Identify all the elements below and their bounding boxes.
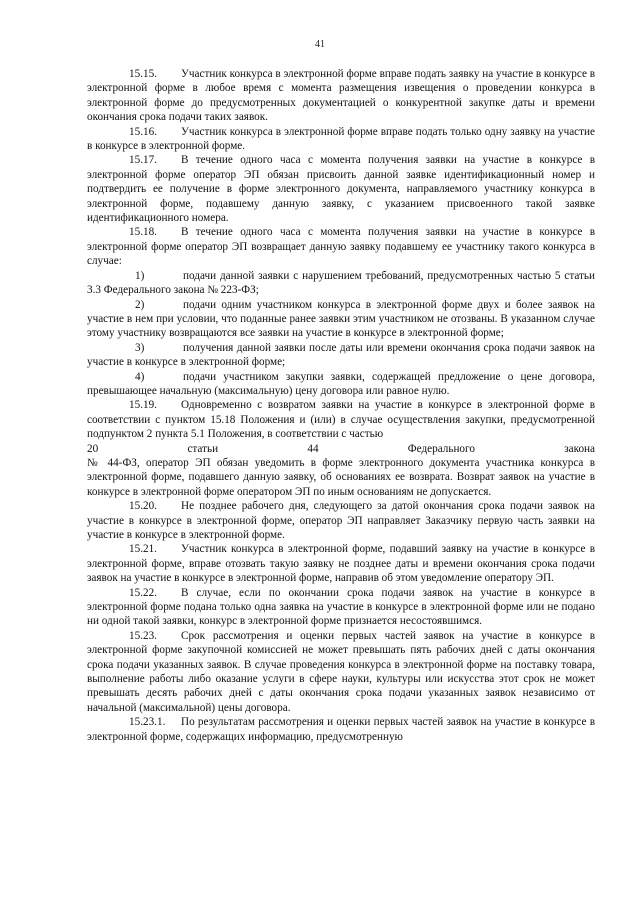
- clause-text: В течение одного часа с момента получения заявки на участие в конкурсе в электронной форме оператор ЭП возвращает данную заявку подавшему ее участнику такого конкурса в случае:: [87, 226, 595, 268]
- spaced-word: Федерального: [407, 442, 475, 455]
- clause-number: 15.21.: [129, 543, 157, 556]
- clause-text: Участник конкурса в электронной форме вправе подать только одну заявку на участие в конкурсе в электронной форме.: [87, 125, 595, 153]
- subclause-text: получения данной заявки после даты или времени окончания срока подачи заявок на участие в конкурсе в электронной форме;: [87, 341, 595, 369]
- clause-text: № 44-ФЗ, оператор ЭП обязан уведомить в форме электронного документа участника конкурса в электронной форме, подавшего данную заявку, об основаниях ее возврата. Возврат заявок на участие в конкурсе в электронной форме оператором ЭП по иным основаниям не допускается.: [87, 456, 595, 498]
- clause-15-23-1: [87, 715, 595, 744]
- subclause-number: 2): [135, 298, 145, 311]
- document-body: [87, 67, 595, 744]
- clause-15-18: [87, 225, 595, 268]
- clause-15-17: [87, 153, 595, 225]
- clause-text: Участник конкурса в электронной форме, подавший заявку на участие в конкурсе в электронной форме, вправе отозвать такую заявку не позднее даты и времени окончания срока подачи заявок на участие в конкурсе в электронной форме, направив об этом уведомление оператору ЭП.: [87, 543, 595, 585]
- clause-15-19-continuation: [87, 456, 595, 499]
- subclause-number: 4): [135, 370, 145, 383]
- subclause-number: 1): [135, 269, 145, 282]
- clause-number: 15.23.1.: [129, 716, 166, 729]
- subclause-number: 3): [135, 341, 145, 354]
- clause-text: Срок рассмотрения и оценки первых частей заявок на участие в конкурсе в электронной форме закупочной комиссией не может превышать пять рабочих дней с даты окончания срока подачи указанных заявок. В случае проведения конкурса в электронной форме на поставку товара, выполнение работы либо оказание услуги в сфере науки, культуры или искусства этот срок не может превышать десять рабочих дней с даты окончания срока подачи указанных заявок независимо от начальной (максимальной) цены договора.: [87, 629, 595, 714]
- subclause-text: подачи участником закупки заявки, содержащей предложение о цене договора, превышающее начальную (максимальную) цену договора или равное нулю.: [87, 370, 595, 397]
- clause-number: 15.22.: [129, 586, 157, 599]
- clause-15-19: [87, 398, 595, 441]
- clause-15-20: [87, 499, 595, 542]
- clause-number: 15.15.: [129, 68, 157, 80]
- page-number: 41: [315, 39, 325, 50]
- clause-15-23: [87, 629, 595, 715]
- clause-number: 15.16.: [129, 125, 157, 138]
- clause-text: Участник конкурса в электронной форме вправе подать заявку на участие в конкурсе в электронной форме в любое время с момента размещения извещения о проведении конкурса в электронной форме до предусмотренных документацией о конкурентной закупке даты и времени окончания срока подачи таких заявок.: [87, 68, 595, 124]
- clause-15-15: [87, 67, 595, 125]
- subclause-3: [87, 341, 595, 370]
- clause-15-19-spaced-line: [87, 442, 595, 456]
- subclause-4: [87, 370, 595, 399]
- clause-text: В течение одного часа с момента получения заявки на участие в конкурсе в электронной форме оператор ЭП обязан присвоить данной заявке идентификационный номер и подтвердить ее получение в форме электронного документа, направляемого участнику конкурса в электронной форме, подавшему данную заявку, с указанием присвоенного такой заявке идентификационного номера.: [87, 154, 595, 225]
- spaced-word: закона: [564, 442, 595, 455]
- clause-15-21: [87, 542, 595, 585]
- subclause-text: подачи одним участником конкурса в электронной форме двух и более заявок на участие в нем при условии, что поданные ранее заявки этим участником не отозваны. В указанном случае этому участнику возвращаются все заявки на участие в конкурсе в электронной форме;: [87, 298, 595, 340]
- clause-text: Не позднее рабочего дня, следующего за датой окончания срока подачи заявок на участие в конкурсе в электронной форме, оператор ЭП направляет Заказчику первую часть заявки на участие в конкурсе в электронной форме.: [87, 500, 595, 541]
- clause-text: Одновременно с возвратом заявки на участие в конкурсе в электронной форме в соответствии с пунктом 15.18 Положения и (или) в случае осуществления закупки, предусмотренной подпунктом 2 пункта 5.1 Положения, в соответствии с частью: [87, 399, 595, 441]
- subclause-1: [87, 269, 595, 298]
- clause-number: 15.23.: [129, 629, 157, 642]
- clause-number: 15.17.: [129, 154, 157, 167]
- spaced-word: статьи: [187, 442, 219, 455]
- clause-number: 15.19.: [129, 399, 157, 412]
- subclause-text: подачи данной заявки с нарушением требований, предусмотренных частью 5 статьи 3.3 Федерального закона № 223-ФЗ;: [87, 269, 595, 297]
- subclause-2: [87, 298, 595, 341]
- clause-text: По результатам рассмотрения и оценки первых частей заявок на участие в конкурсе в электронной форме, содержащих информацию, предусмотренную: [87, 716, 595, 743]
- spaced-word: 44: [307, 442, 319, 455]
- clause-15-16: [87, 125, 595, 154]
- clause-number: 15.18.: [129, 226, 157, 239]
- spaced-word: 20: [87, 442, 99, 455]
- clause-15-22: [87, 586, 595, 629]
- clause-text: В случае, если по окончании срока подачи заявок на участие в конкурсе в электронной форме подана только одна заявка на участие в конкурсе в электронной форме или не подано ни одной такой заявки, конкурс в электронной форме признается несостоявшимся.: [87, 586, 595, 628]
- clause-number: 15.20.: [129, 500, 157, 513]
